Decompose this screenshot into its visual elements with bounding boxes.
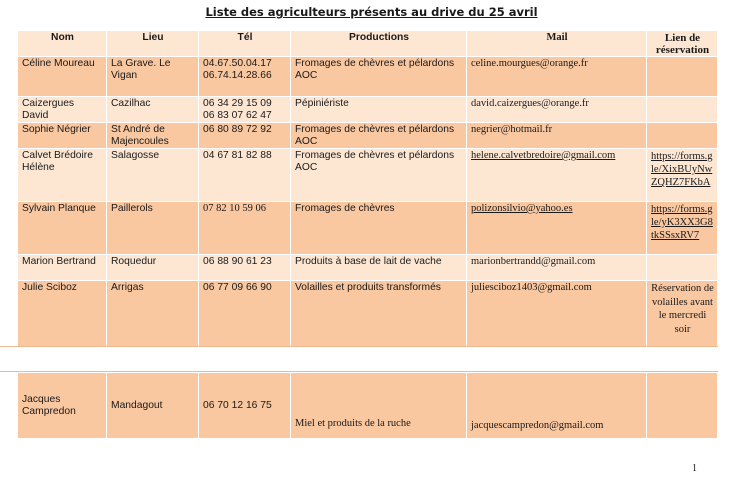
cell-tel: 04 67 81 82 88 [199,149,291,202]
cell-lien-note: Réservation de volailles avant le mercredi soir [647,281,718,347]
cell-lien [647,373,718,439]
table-row [18,97,718,123]
cell-nom: Marion Bertrand [18,255,107,281]
cell-mail[interactable]: jacquescampredon@gmail.com [467,373,647,439]
cell-mail[interactable]: negrier@hotmail.fr [467,123,647,149]
cell-nom: Sophie Négrier [18,123,107,149]
header-productions: Productions [291,31,467,57]
cell-productions: Fromages de chèvres et pélardons AOC [291,123,467,149]
farmers-table [17,30,718,347]
table-row [18,57,718,97]
header-nom: Nom [18,31,107,57]
cell-nom: Sylvain Planque [18,202,107,255]
cell-mail[interactable]: celine.mourgues@orange.fr [467,57,647,97]
farmers-table-continued [17,372,718,439]
cell-lieu: Roquedur [107,255,199,281]
table-row [18,149,718,202]
cell-nom: Jacques Campredon [18,373,107,439]
cell-productions: Fromages de chèvres et pélardons AOC [291,149,467,202]
cell-productions: Fromages de chèvres et pélardons AOC [291,57,467,97]
cell-tel: 06 88 90 61 23 [199,255,291,281]
cell-lieu: Cazilhac [107,97,199,123]
cell-lieu: Salagosse [107,149,199,202]
table-row [18,123,718,149]
cell-nom: Calvet Brédoire Hélène [18,149,107,202]
cell-lien [647,255,718,281]
cell-nom: Julie Sciboz [18,281,107,347]
cell-mail[interactable]: helene.calvetbredoire@gmail.com [467,149,647,202]
page-break-line [0,346,718,347]
cell-lien [647,97,718,123]
table-row [18,255,718,281]
header-tel: Tél [199,31,291,57]
document-title: Liste des agriculteurs présents au drive du 25 avril [205,5,538,19]
cell-nom: Caizergues David [18,97,107,123]
cell-lieu: Paillerols [107,202,199,255]
cell-lieu: La Grave. Le Vigan [107,57,199,97]
header-lieu: Lieu [107,31,199,57]
cell-tel: 06 77 09 66 90 [199,281,291,347]
table-row [18,281,718,347]
table-row [18,202,718,255]
cell-lien [647,123,718,149]
cell-lien [647,57,718,97]
cell-productions: Fromages de chèvres [291,202,467,255]
reservation-link[interactable]: https://forms.gle/yK3XX3G8tkSSsxRV7 [647,202,718,255]
cell-nom: Céline Moureau [18,57,107,97]
cell-productions: Miel et produits de la ruche [291,373,467,439]
cell-productions: Volailles et produits transformés [291,281,467,347]
cell-productions: Produits à base de lait de vache [291,255,467,281]
cell-mail[interactable]: david.caizergues@orange.fr [467,97,647,123]
reservation-link[interactable]: https://forms.gle/XixBUyNwZQHZ7FKbA [647,149,718,202]
cell-tel: 06 70 12 16 75 [199,373,291,439]
cell-mail[interactable]: polizonsilvio@yahoo.es [467,202,647,255]
cell-lieu: St André de Majencoules [107,123,199,149]
table-row [18,373,718,439]
cell-lieu: Arrigas [107,281,199,347]
cell-tel: 07 82 10 59 06 [199,202,291,255]
header-lien: Lien de réservation [647,31,718,57]
cell-productions: Pépiniériste [291,97,467,123]
cell-lieu: Mandagout [107,373,199,439]
page-number: 1 [692,463,697,474]
cell-mail[interactable]: juliesciboz1403@gmail.com [467,281,647,347]
cell-tel: 04.67.50.04.17 06.74.14.28.66 [199,57,291,97]
cell-mail[interactable]: marionbertrandd@gmail.com [467,255,647,281]
cell-tel: 06 80 89 72 92 [199,123,291,149]
header-mail: Mail [467,31,647,57]
cell-tel: 06 34 29 15 09 06 83 07 62 47 [199,97,291,123]
